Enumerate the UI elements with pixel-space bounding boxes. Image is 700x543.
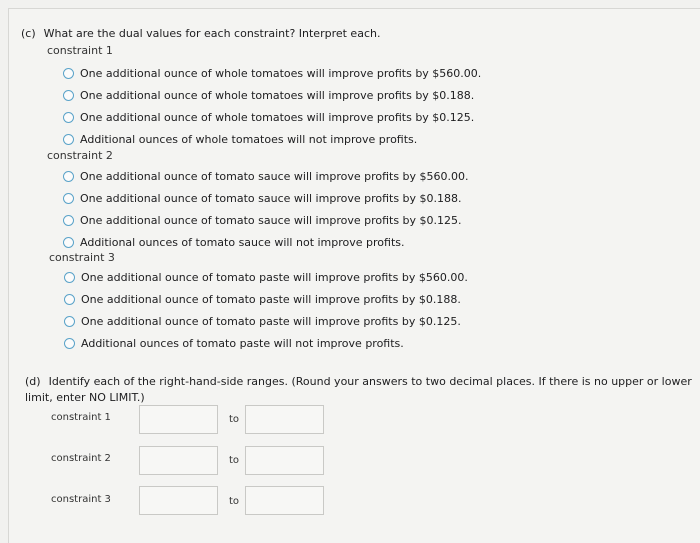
range-to-label: to [229, 455, 240, 466]
radio-button[interactable] [63, 215, 74, 226]
range-to-label: to [229, 496, 240, 507]
radio-button[interactable] [63, 112, 74, 123]
option-label: One additional ounce of tomato sauce will improve profits by $560.00. [80, 170, 469, 183]
radio-button[interactable] [63, 68, 74, 79]
radio-button[interactable] [63, 134, 74, 145]
option-label: One additional ounce of whole tomatoes will improve profits by $0.188. [80, 89, 475, 102]
radio-option[interactable] [63, 89, 474, 102]
option-label: One additional ounce of tomato paste will improve profits by $560.00. [81, 271, 468, 284]
part-c-letter: (c) [21, 27, 36, 40]
part-c-question [21, 27, 380, 40]
constraint-2-upper-input[interactable] [245, 446, 324, 475]
range-row-label: constraint 1 [51, 412, 111, 423]
question-panel [8, 8, 700, 543]
radio-option[interactable] [63, 67, 481, 80]
option-label: One additional ounce of tomato sauce will improve profits by $0.188. [80, 192, 462, 205]
radio-option[interactable] [63, 133, 417, 146]
constraint-1-label: constraint 1 [47, 44, 113, 57]
constraint-3-upper-input[interactable] [245, 486, 324, 515]
option-label: One additional ounce of tomato paste will improve profits by $0.188. [81, 293, 461, 306]
radio-button[interactable] [63, 171, 74, 182]
part-d-text: Identify each of the right-hand-side ranges. (Round your answers to two decimal places. If there is no upper or lower limit, enter NO LIMIT.) [25, 375, 692, 404]
option-label: Additional ounces of tomato paste will not improve profits. [81, 337, 404, 350]
part-c-text: What are the dual values for each constraint? Interpret each. [43, 27, 381, 40]
constraint-2-lower-input[interactable] [139, 446, 218, 475]
option-label: Additional ounces of tomato sauce will not improve profits. [80, 236, 405, 249]
constraint-3-label: constraint 3 [49, 251, 115, 264]
radio-button[interactable] [64, 316, 75, 327]
constraint-2-label: constraint 2 [47, 149, 113, 162]
radio-option[interactable] [63, 214, 462, 227]
option-label: One additional ounce of whole tomatoes will improve profits by $560.00. [80, 67, 482, 80]
option-label: Additional ounces of whole tomatoes will not improve profits. [80, 133, 418, 146]
radio-button[interactable] [63, 193, 74, 204]
radio-button[interactable] [64, 272, 75, 283]
radio-option[interactable] [63, 170, 469, 183]
radio-option[interactable] [64, 337, 404, 350]
radio-button[interactable] [63, 237, 74, 248]
radio-option[interactable] [63, 111, 474, 124]
part-d-letter: (d) [25, 375, 41, 388]
constraint-1-upper-input[interactable] [245, 405, 324, 434]
range-row-label: constraint 3 [51, 494, 111, 505]
option-label: One additional ounce of tomato sauce will improve profits by $0.125. [80, 214, 462, 227]
radio-button[interactable] [64, 294, 75, 305]
radio-option[interactable] [63, 192, 462, 205]
radio-button[interactable] [63, 90, 74, 101]
radio-button[interactable] [64, 338, 75, 349]
radio-option[interactable] [63, 236, 405, 249]
option-label: One additional ounce of whole tomatoes will improve profits by $0.125. [80, 111, 475, 124]
part-d-question [25, 374, 695, 406]
constraint-3-lower-input[interactable] [139, 486, 218, 515]
radio-option[interactable] [64, 293, 461, 306]
option-label: One additional ounce of tomato paste will improve profits by $0.125. [81, 315, 461, 328]
range-row-label: constraint 2 [51, 453, 111, 464]
constraint-1-lower-input[interactable] [139, 405, 218, 434]
radio-option[interactable] [64, 315, 461, 328]
radio-option[interactable] [64, 271, 468, 284]
range-to-label: to [229, 414, 240, 425]
